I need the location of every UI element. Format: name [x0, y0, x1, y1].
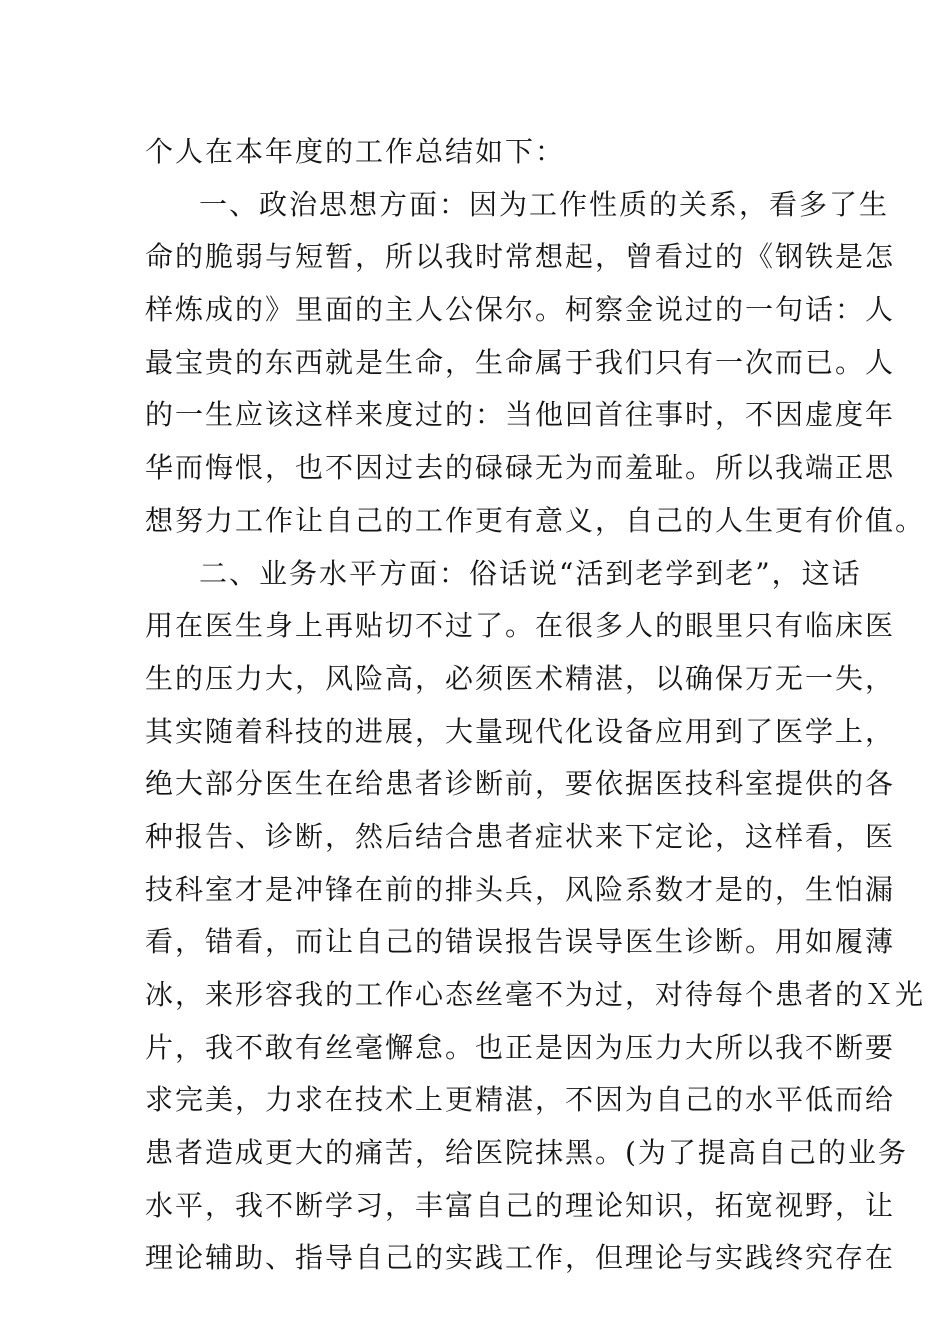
- text-line: 最宝贵的东西就是生命，生命属于我们只有一次而已。人: [145, 345, 896, 379]
- document-body: [145, 126, 926, 1285]
- text-line: 样炼成的》里面的主人公保尔。柯察金说过的一句话：人: [145, 293, 896, 327]
- paragraph-start-line: 二、业务水平方面：俗话说“活到老学到老”，这话: [199, 556, 862, 590]
- text-line: 求完美，力求在技术上更精湛，不因为自己的水平低而给: [145, 1083, 896, 1117]
- text-line: 的一生应该这样来度过的：当他回首往事时，不因虚度年: [145, 398, 896, 432]
- text-line: 理论辅助、指导自己的实践工作，但理论与实践终究存在: [145, 1241, 896, 1275]
- text-line: 华而悔恨，也不因过去的碌碌无为而羞耻。所以我端正思: [145, 451, 896, 485]
- paragraph-start-line: 一、政治思想方面：因为工作性质的关系，看多了生: [199, 187, 890, 221]
- text-line: 看，错看，而让自己的错误报告误导医生诊断。用如履薄: [145, 925, 896, 959]
- text-line: 片，我不敢有丝毫懈怠。也正是因为压力大所以我不断要: [145, 1030, 896, 1064]
- text-line: 患者造成更大的痛苦，给医院抹黑。(为了提高自己的业务: [145, 1136, 908, 1170]
- text-line: 绝大部分医生在给患者诊断前，要依据医技科室提供的各: [145, 767, 896, 801]
- text-line: 其实随着科技的进展，大量现代化设备应用到了医学上，: [145, 714, 896, 748]
- text-line: 生的压力大，风险高，必须医术精湛，以确保万无一失，: [145, 661, 896, 695]
- text-line: 种报告、诊断，然后结合患者症状来下定论，这样看，医: [145, 819, 896, 853]
- text-line: 个人在本年度的工作总结如下：: [145, 135, 566, 168]
- text-line: 用在医生身上再贴切不过了。在很多人的眼里只有临床医: [145, 609, 896, 643]
- text-line: 命的脆弱与短暂，所以我时常想起，曾看过的《钢铁是怎: [145, 240, 896, 274]
- text-line: 想努力工作让自己的工作更有意义，自己的人生更有价值。: [145, 503, 926, 537]
- text-line: 水平，我不断学习，丰富自己的理论知识，拓宽视野，让: [145, 1188, 896, 1222]
- text-line: 冰，来形容我的工作心态丝毫不为过，对待每个患者的Ｘ光: [145, 978, 926, 1011]
- text-line: 技科室才是冲锋在前的排头兵，风险系数才是的，生怕漏: [145, 872, 896, 906]
